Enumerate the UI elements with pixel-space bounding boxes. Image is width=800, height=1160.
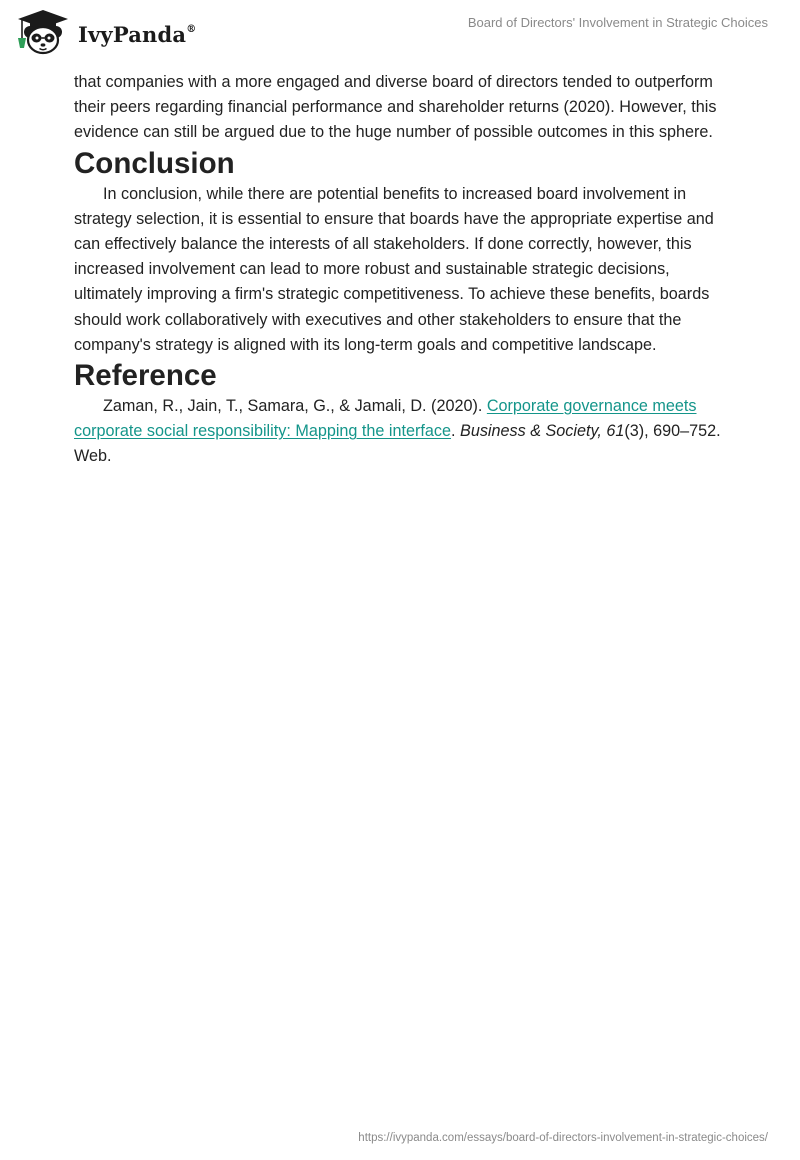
page-header <box>0 0 800 70</box>
registered-mark: ® <box>186 23 197 35</box>
conclusion-heading: Conclusion <box>74 146 235 180</box>
conclusion-paragraph: In conclusion, while there are potential benefits to increased board involvement in strategy selection, it is essential to ensure that boards have the appropriate expertise and can effectively balance the interests of all stakeholders. If done correctly, however, this increased involvement can lead to more robust and sustainable strategic decisions, ultimately improving a firm's strategic competitiveness. To achieve these benefits, boards should work collaboratively with executives and other stakeholders to ensure that the company's strategy is aligned with its long-term goals and competitive landscape. <box>74 184 714 354</box>
reference-title-link[interactable]: Corporate governance meets corporate social responsibility: Mapping the interface <box>74 397 697 441</box>
reference-heading: Reference <box>74 359 217 393</box>
reference-separator: . <box>451 422 461 441</box>
page-footer-url: https://ivypanda.com/essays/board-of-directors-involvement-in-strategic-choices/ <box>358 1132 768 1144</box>
reference-entry <box>74 394 734 470</box>
ivypanda-logo[interactable] <box>14 8 196 56</box>
intro-paragraph: that companies with a more engaged and diverse board of directors tended to outperform their peers regarding financial performance and shareholder returns (2020). However, this evidence can still be argued due to the huge number of possible outcomes in this sphere. <box>74 73 717 142</box>
essay-content <box>74 70 734 470</box>
panda-graduation-cap-icon <box>14 8 72 56</box>
reference-issue-pages: (3), 690–752. Web. <box>74 422 721 466</box>
reference-journal: Business & Society, 61 <box>460 422 625 441</box>
brand-name: IvyPanda® <box>78 21 197 47</box>
document-title: Board of Directors' Involvement in Strategic Choices <box>467 15 768 30</box>
reference-authors: Zaman, R., Jain, T., Samara, G., & Jamali, D. (2020). <box>103 397 487 416</box>
